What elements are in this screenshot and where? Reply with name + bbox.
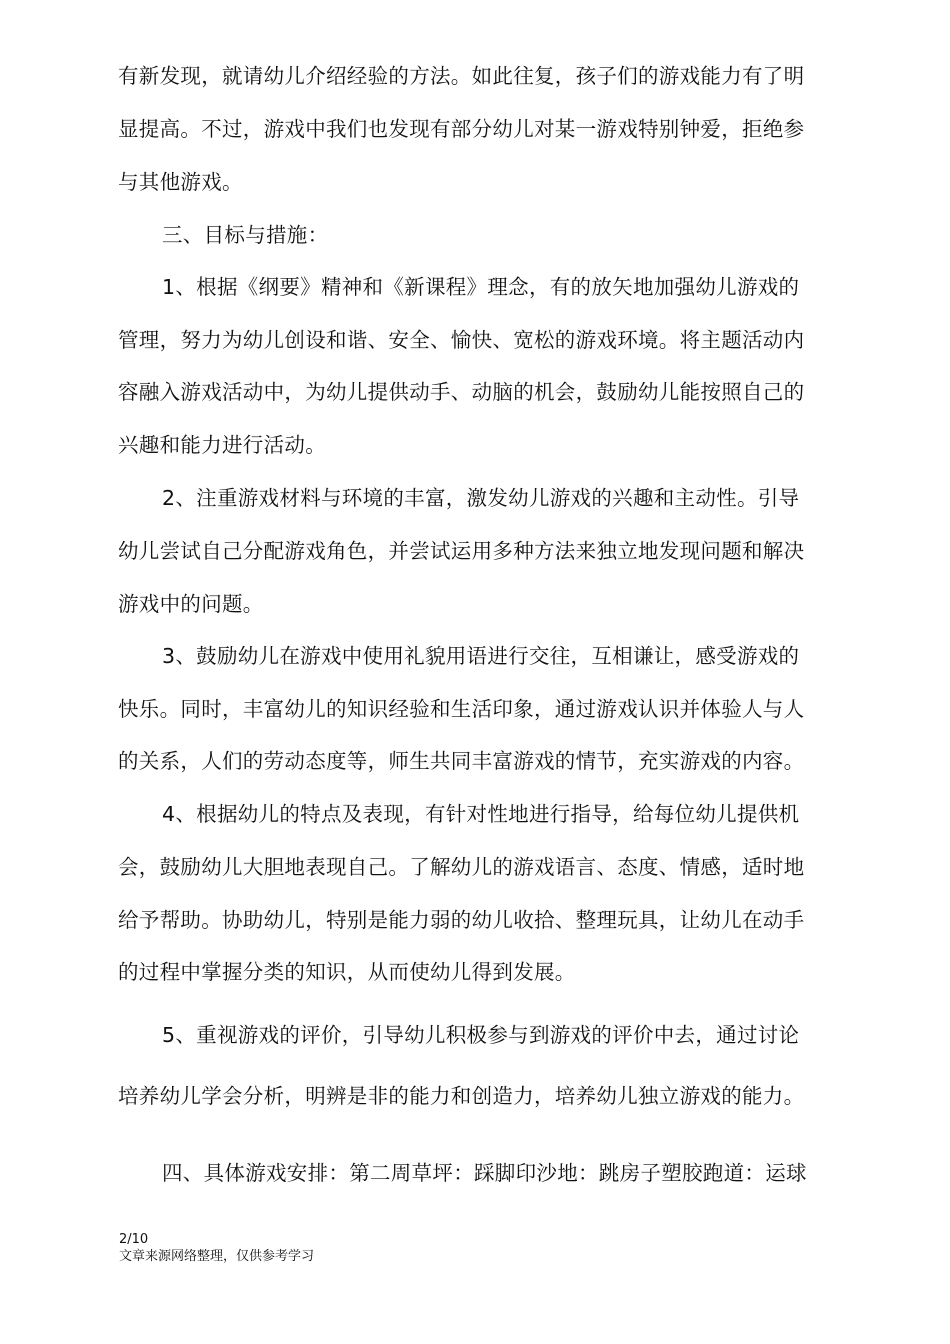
body-text-line: 幼儿尝试自己分配游戏角色，并尝试运用多种方法来独立地发现问题和解决 — [118, 539, 805, 563]
body-text-line: 的过程中掌握分类的知识，从而使幼儿得到发展。 — [118, 960, 576, 984]
body-text-line: 与其他游戏。 — [118, 170, 243, 194]
section-heading: 三、目标与措施： — [162, 223, 329, 247]
footer-note: 文章来源网络整理，仅供参考学习 — [119, 1249, 315, 1264]
body-text-line: 兴趣和能力进行活动。 — [118, 433, 326, 457]
body-text-line: 4、根据幼儿的特点及表现，有针对性地进行指导，给每位幼儿提供机 — [162, 802, 800, 826]
body-text-line: 快乐。同时，丰富幼儿的知识经验和生活印象，通过游戏认识并体验人与人 — [118, 697, 805, 721]
body-text-line: 会，鼓励幼儿大胆地表现自己。了解幼儿的游戏语言、态度、情感，适时地 — [118, 855, 805, 879]
body-text-line: 的关系，人们的劳动态度等，师生共同丰富游戏的情节，充实游戏的内容。 — [118, 749, 805, 773]
body-text-line: 给予帮助。协助幼儿，特别是能力弱的幼儿收拾、整理玩具，让幼儿在动手 — [118, 908, 805, 932]
body-text-line: 5、重视游戏的评价，引导幼儿积极参与到游戏的评价中去，通过讨论 — [162, 1023, 800, 1047]
body-text-line: 容融入游戏活动中，为幼儿提供动手、动脑的机会，鼓励幼儿能按照自己的 — [118, 380, 805, 404]
body-text-line: 有新发现，就请幼儿介绍经验的方法。如此往复，孩子们的游戏能力有了明 — [118, 64, 805, 88]
section-heading: 四、具体游戏安排：第二周草坪：踩脚印沙地：跳房子塑胶跑道：运球 — [162, 1161, 807, 1185]
body-text-line: 3、鼓励幼儿在游戏中使用礼貌用语进行交往，互相谦让，感受游戏的 — [162, 644, 800, 668]
body-text-line: 游戏中的问题。 — [118, 592, 264, 616]
body-text-line: 管理，努力为幼儿创设和谐、安全、愉快、宽松的游戏环境。将主题活动内 — [118, 328, 805, 352]
body-text-line: 2、注重游戏材料与环境的丰富，激发幼儿游戏的兴趣和主动性。引导 — [162, 486, 800, 510]
body-text-line: 显提高。不过，游戏中我们也发现有部分幼儿对某一游戏特别钟爱，拒绝参 — [118, 117, 805, 141]
page-number: 2/10 — [119, 1232, 149, 1247]
body-text-line: 培养幼儿学会分析，明辨是非的能力和创造力，培养幼儿独立游戏的能力。 — [118, 1084, 805, 1108]
body-text-line: 1、根据《纲要》精神和《新课程》理念，有的放矢地加强幼儿游戏的 — [162, 275, 800, 299]
